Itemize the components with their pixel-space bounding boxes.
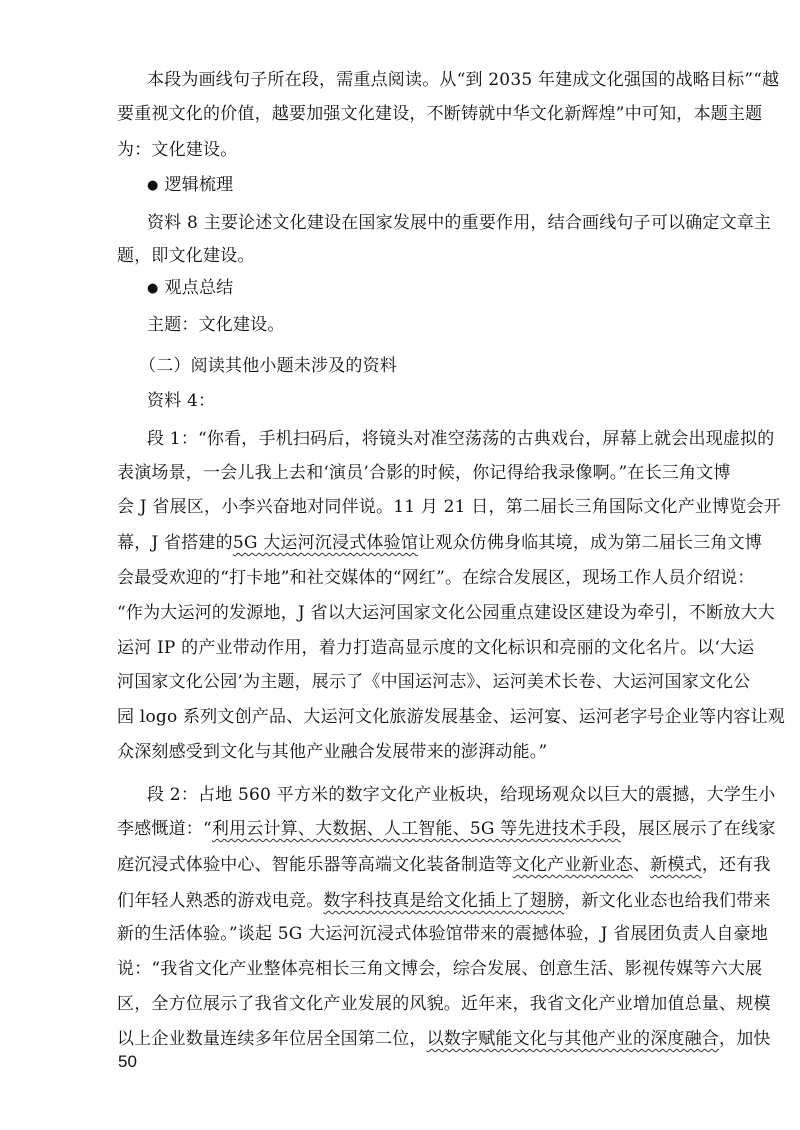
text-line: 园 logo 系列文创产品、大运河文化旅游发展基金、运河宴、运河老字号企业等内容让观 <box>117 707 785 727</box>
text-line: 幕，J 省搭建的5G 大运河沉浸式体验馆让观众仿佛身临其境，成为第二届长三角文博 <box>117 533 763 553</box>
text-line: “作为大运河的发源地，J 省以大运河国家文化公园重点建设区建设为牵引，不断放大大 <box>117 603 775 623</box>
underlined-phrase: 新模式 <box>650 855 702 875</box>
text-line: 运河 IP 的产业带动作用，着力打造高显示度的文化标识和亮丽的文化名片。以‘大运 <box>117 638 755 658</box>
underlined-phrase: 数字科技真是给文化插上了翅膀 <box>323 891 565 911</box>
text-line: 区，全方位展示了我省文化产业发展的风貌。近年来，我省文化产业增加值总量、规模 <box>117 994 771 1014</box>
text-line: 题，即文化建设。 <box>117 246 255 266</box>
text-line: 要重视文化的价值，越要加强文化建设，不断铸就中华文化新辉煌”中可知，本题主题 <box>117 104 763 124</box>
text-line: 会 J 省展区，小李兴奋地对同伴说。11 月 21 日，第二届长三角国际文化产业博览会开 <box>117 497 781 517</box>
page-number: 50 <box>118 1052 137 1071</box>
bullet-heading <box>147 276 717 301</box>
bullet-heading <box>147 173 717 198</box>
section-heading: （二）阅读其他小题未涉及的资料 <box>139 356 397 376</box>
text-line: 段 1：“你看，手机扫码后，将镜头对准空荡荡的古典戏台，屏幕上就会出现虚拟的 <box>147 429 775 449</box>
text-line: 以上企业数量连续多年位居全国第二位，以数字赋能文化与其他产业的深度融合，加快 <box>117 1029 771 1049</box>
bullet-icon: ● <box>147 178 159 193</box>
text-line: 河国家文化公园’为主题，展示了《中国运河志》、运河美术长卷、大运河国家文化公 <box>117 672 751 692</box>
text-line: 为：文化建设。 <box>117 140 238 160</box>
underlined-phrase: 5G 大运河沉浸式体验馆 <box>232 533 419 553</box>
text-line: 李感慨道：“利用云计算、大数据、人工智能、5G 等先进技术手段，展区展示了在线家 <box>117 819 776 839</box>
text-line: 说：“我省文化产业整体亮相长三角文博会，综合发展、创意生活、影视传媒等六大展 <box>117 959 763 979</box>
text-line: 表演场景，一会儿我上去和‘演员’合影的时候，你记得给我录像啊。”在长三角文博 <box>117 463 731 483</box>
text-line: 们年轻人熟悉的游戏电竞。数字科技真是给文化插上了翅膀，新文化业态也给我们带来 <box>117 891 771 911</box>
text-line: 段 2：占地 560 平方米的数字文化产业板块，给现场观众以巨大的震撼，大学生小 <box>147 785 776 805</box>
theme-line: 主题：文化建设。 <box>147 315 285 335</box>
text-line: 众深刻感受到文化与其他产业融合发展带来的澎湃动能。” <box>117 742 548 762</box>
underlined-phrase: 以数字赋能文化与其他产业的深度融合 <box>426 1029 720 1049</box>
underlined-phrase: 利用云计算、大数据、人工智能、5G 等先进技术手段 <box>211 819 621 839</box>
bullet-label: 逻辑梳理 <box>164 175 234 195</box>
text-line: 会最受欢迎的“打卡地”和社交媒体的“网红”。在综合发展区，现场工作人员介绍说： <box>117 568 755 588</box>
text-line: 本段为画线句子所在段，需重点阅读。从“到 2035 年建成文化强国的战略目标”“越 <box>147 70 780 90</box>
text-line: 新的生活体验。”谈起 5G 大运河沉浸式体验馆带来的震撼体验，J 省展团负责人自豪地 <box>117 924 769 944</box>
material-label: 资料 4： <box>147 391 216 411</box>
underlined-phrase: 文化产业新业态 <box>512 855 634 875</box>
bullet-label: 观点总结 <box>164 278 234 298</box>
text-line: 庭沉浸式体验中心、智能乐器等高端文化装备制造等文化产业新业态、新模式，还有我 <box>117 855 771 875</box>
text-line: 资料 8 主要论述文化建设在国家发展中的重要作用，结合画线句子可以确定文章主 <box>147 213 772 233</box>
bullet-icon: ● <box>147 281 159 296</box>
